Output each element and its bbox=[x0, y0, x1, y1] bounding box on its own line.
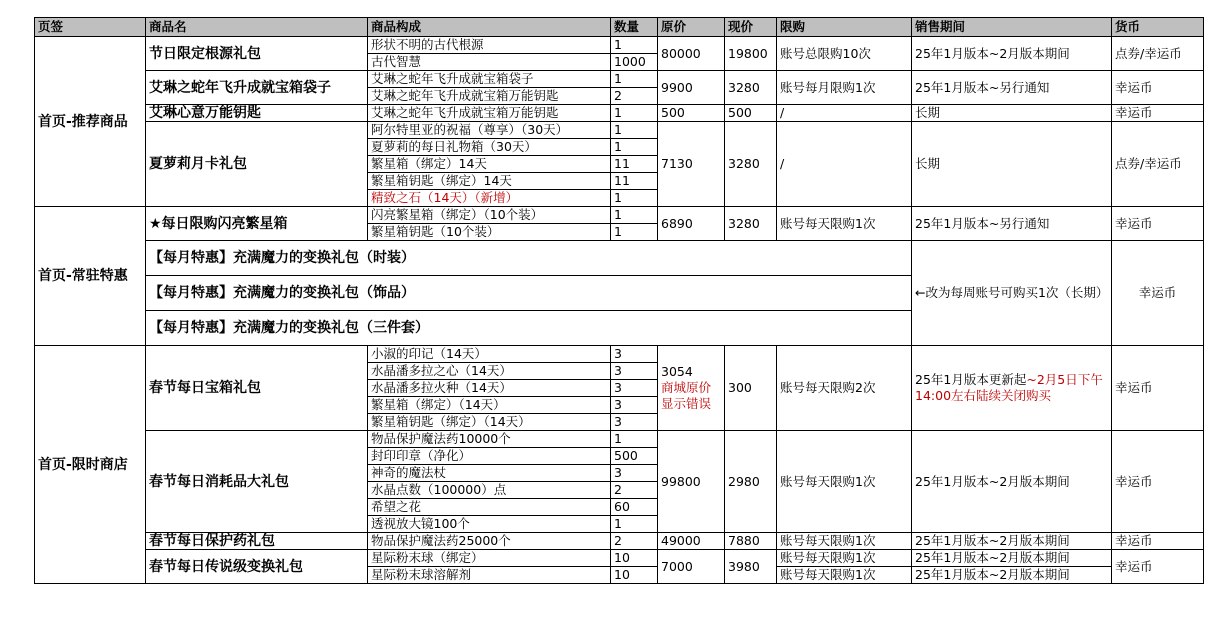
item-name: 繁星箱钥匙（绑定）（14天） bbox=[368, 414, 611, 431]
item-quantity: 1 bbox=[611, 71, 658, 88]
sale-period: 25年1月版本~2月版本期间 bbox=[912, 431, 1112, 533]
header-sale-period: 销售期间 bbox=[912, 18, 1112, 37]
item-quantity: 60 bbox=[611, 499, 658, 516]
header-original-price: 原价 bbox=[658, 18, 725, 37]
monthly-deal-name: 【每月特惠】充满魔力的变换礼包（饰品） bbox=[146, 276, 912, 311]
current-price: 3280 bbox=[725, 122, 777, 207]
item-quantity: 1 bbox=[611, 105, 658, 122]
item-name: 艾琳之蛇年飞升成就宝箱袋子 bbox=[368, 71, 611, 88]
item-name-new: 精致之石（14天）（新增） bbox=[368, 190, 611, 207]
product-name: 夏萝莉月卡礼包 bbox=[146, 122, 368, 207]
currency: 幸运币 bbox=[1112, 550, 1204, 584]
original-price: 7000 bbox=[658, 550, 725, 584]
monthly-deal-name: 【每月特惠】充满魔力的变换礼包（时装） bbox=[146, 241, 912, 276]
product-name: 艾琳之蛇年飞升成就宝箱袋子 bbox=[146, 71, 368, 105]
item-quantity: 1 bbox=[611, 190, 658, 207]
item-name: 物品保护魔法药25000个 bbox=[368, 533, 611, 550]
item-name: 星际粉末球溶解剂 bbox=[368, 567, 611, 584]
product-name: ★每日限购闪亮繁星箱 bbox=[146, 207, 368, 241]
item-quantity: 1 bbox=[611, 431, 658, 448]
current-price: 500 bbox=[725, 105, 777, 122]
table-row bbox=[35, 346, 1204, 363]
product-name: 春节每日传说级变换礼包 bbox=[146, 550, 368, 584]
purchase-limit: 账号总限购10次 bbox=[777, 37, 912, 71]
sale-period: 长期 bbox=[912, 122, 1112, 207]
table-row bbox=[35, 71, 1204, 88]
item-quantity: 2 bbox=[611, 88, 658, 105]
purchase-limit: 账号每天限购1次 bbox=[777, 431, 912, 533]
item-quantity: 10 bbox=[611, 567, 658, 584]
item-name: 艾琳之蛇年飞升成就宝箱万能钥匙 bbox=[368, 88, 611, 105]
item-quantity: 2 bbox=[611, 533, 658, 550]
purchase-limit: 账号每天限购1次 bbox=[777, 567, 912, 584]
item-quantity: 1 bbox=[611, 516, 658, 533]
header-tab: 页签 bbox=[35, 18, 146, 37]
sale-period: 长期 bbox=[912, 105, 1112, 122]
item-name: 夏萝莉的每日礼物箱（30天） bbox=[368, 139, 611, 156]
item-quantity: 3 bbox=[611, 346, 658, 363]
section-tab-limited-shop: 首页-限时商店 bbox=[35, 346, 146, 584]
item-quantity: 1 bbox=[611, 37, 658, 54]
header-quantity: 数量 bbox=[611, 18, 658, 37]
table-row bbox=[35, 431, 1204, 448]
item-name: 封印印章（净化） bbox=[368, 448, 611, 465]
monthly-deal-note: ←改为每周账号可购买1次（长期） bbox=[912, 241, 1112, 346]
item-quantity: 10 bbox=[611, 550, 658, 567]
original-price: 6890 bbox=[658, 207, 725, 241]
item-name: 繁星箱（绑定）14天 bbox=[368, 156, 611, 173]
product-name: 春节每日宝箱礼包 bbox=[146, 346, 368, 431]
item-quantity: 1 bbox=[611, 207, 658, 224]
section-tab-recommended: 首页-推荐商品 bbox=[35, 37, 146, 207]
item-name: 形状不明的古代根源 bbox=[368, 37, 611, 54]
header-purchase-limit: 限购 bbox=[777, 18, 912, 37]
item-quantity: 500 bbox=[611, 448, 658, 465]
header-composition: 商品构成 bbox=[368, 18, 611, 37]
currency: 幸运币 bbox=[1112, 207, 1204, 241]
currency: 点券/幸运币 bbox=[1112, 37, 1204, 71]
header-currency: 货币 bbox=[1112, 18, 1204, 37]
header-row bbox=[35, 18, 1204, 37]
original-price: 99800 bbox=[658, 431, 725, 533]
item-quantity: 1000 bbox=[611, 54, 658, 71]
current-price: 300 bbox=[725, 346, 777, 431]
original-price: 49000 bbox=[658, 533, 725, 550]
purchase-limit: 账号每天限购2次 bbox=[777, 346, 912, 431]
original-price-value: 3054 bbox=[661, 364, 693, 379]
current-price: 7880 bbox=[725, 533, 777, 550]
original-price: 7130 bbox=[658, 122, 725, 207]
product-name: 艾琳心意万能钥匙 bbox=[146, 105, 368, 122]
sale-period: 25年1月版本~另行通知 bbox=[912, 71, 1112, 105]
current-price: 2980 bbox=[725, 431, 777, 533]
monthly-deal-name: 【每月特惠】充满魔力的变换礼包（三件套） bbox=[146, 311, 912, 346]
product-name: 春节每日保护药礼包 bbox=[146, 533, 368, 550]
item-quantity: 3 bbox=[611, 363, 658, 380]
table-row bbox=[35, 37, 1204, 54]
currency: 幸运币 bbox=[1112, 346, 1204, 431]
current-price: 3980 bbox=[725, 550, 777, 584]
item-quantity: 3 bbox=[611, 414, 658, 431]
currency: 幸运币 bbox=[1112, 105, 1204, 122]
item-name: 物品保护魔法药10000个 bbox=[368, 431, 611, 448]
item-name: 艾琳之蛇年飞升成就宝箱万能钥匙 bbox=[368, 105, 611, 122]
item-name: 小淑的印记（14天） bbox=[368, 346, 611, 363]
product-name: 春节每日消耗品大礼包 bbox=[146, 431, 368, 533]
item-name: 星际粉末球（绑定） bbox=[368, 550, 611, 567]
currency: 幸运币 bbox=[1112, 533, 1204, 550]
original-price: 80000 bbox=[658, 37, 725, 71]
item-name: 神奇的魔法杖 bbox=[368, 465, 611, 482]
original-price: 9900 bbox=[658, 71, 725, 105]
item-quantity: 3 bbox=[611, 397, 658, 414]
current-price: 3280 bbox=[725, 71, 777, 105]
purchase-limit: 账号每天限购1次 bbox=[777, 533, 912, 550]
item-quantity: 3 bbox=[611, 380, 658, 397]
item-name: 繁星箱（绑定）（14天） bbox=[368, 397, 611, 414]
product-name: 节日限定根源礼包 bbox=[146, 37, 368, 71]
section-tab-regular-deals: 首页-常驻特惠 bbox=[35, 207, 146, 346]
item-name: 繁星箱钥匙（10个装） bbox=[368, 224, 611, 241]
purchase-limit: 账号每天限购1次 bbox=[777, 550, 912, 567]
table-row bbox=[35, 550, 1204, 567]
sale-period: 25年1月版本~2月版本期间 bbox=[912, 533, 1112, 550]
sale-period-start: 25年1月版本更新起 bbox=[915, 372, 1027, 387]
current-price: 19800 bbox=[725, 37, 777, 71]
item-name: 水晶点数（100000）点 bbox=[368, 482, 611, 499]
purchase-limit: / bbox=[777, 122, 912, 207]
currency: 幸运币 bbox=[1112, 431, 1204, 533]
sale-period: 25年1月版本~另行通知 bbox=[912, 207, 1112, 241]
item-name: 闪亮繁星箱（绑定）（10个装） bbox=[368, 207, 611, 224]
sale-period: 25年1月版本~2月版本期间 bbox=[912, 37, 1112, 71]
item-name: 透视放大镜100个 bbox=[368, 516, 611, 533]
product-table bbox=[34, 17, 1204, 584]
currency: 幸运币 bbox=[1112, 71, 1204, 105]
table-row bbox=[35, 105, 1204, 122]
original-price-error-note: 商城原价显示错误 bbox=[661, 380, 712, 411]
item-name: 古代智慧 bbox=[368, 54, 611, 71]
item-quantity: 11 bbox=[611, 173, 658, 190]
original-price bbox=[658, 346, 725, 431]
item-quantity: 1 bbox=[611, 122, 658, 139]
item-quantity: 1 bbox=[611, 139, 658, 156]
original-price: 500 bbox=[658, 105, 725, 122]
item-quantity: 3 bbox=[611, 465, 658, 482]
item-name: 水晶潘多拉火种（14天） bbox=[368, 380, 611, 397]
item-name: 繁星箱钥匙（绑定）14天 bbox=[368, 173, 611, 190]
table-row bbox=[35, 533, 1204, 550]
purchase-limit: / bbox=[777, 105, 912, 122]
sale-period: 25年1月版本~2月版本期间 bbox=[912, 567, 1112, 584]
sale-period-close-note: ~2月5日下午14:00左右陆续关闭购买 bbox=[915, 372, 1103, 403]
item-quantity: 2 bbox=[611, 482, 658, 499]
purchase-limit: 账号每天限购1次 bbox=[777, 207, 912, 241]
item-name: 希望之花 bbox=[368, 499, 611, 516]
currency: 点券/幸运币 bbox=[1112, 122, 1204, 207]
purchase-limit: 账号每月限购1次 bbox=[777, 71, 912, 105]
table-row bbox=[35, 207, 1204, 224]
item-name: 阿尔特里亚的祝福（尊享）（30天） bbox=[368, 122, 611, 139]
monthly-deal-currency: 幸运币 bbox=[1112, 241, 1204, 346]
item-quantity: 1 bbox=[611, 224, 658, 241]
item-name: 水晶潘多拉之心（14天） bbox=[368, 363, 611, 380]
item-quantity: 11 bbox=[611, 156, 658, 173]
header-current-price: 现价 bbox=[725, 18, 777, 37]
sale-period bbox=[912, 346, 1112, 431]
sale-period: 25年1月版本~2月版本期间 bbox=[912, 550, 1112, 567]
table-row bbox=[35, 122, 1204, 139]
table-row bbox=[35, 241, 1204, 276]
current-price: 3280 bbox=[725, 207, 777, 241]
header-product-name: 商品名 bbox=[146, 18, 368, 37]
